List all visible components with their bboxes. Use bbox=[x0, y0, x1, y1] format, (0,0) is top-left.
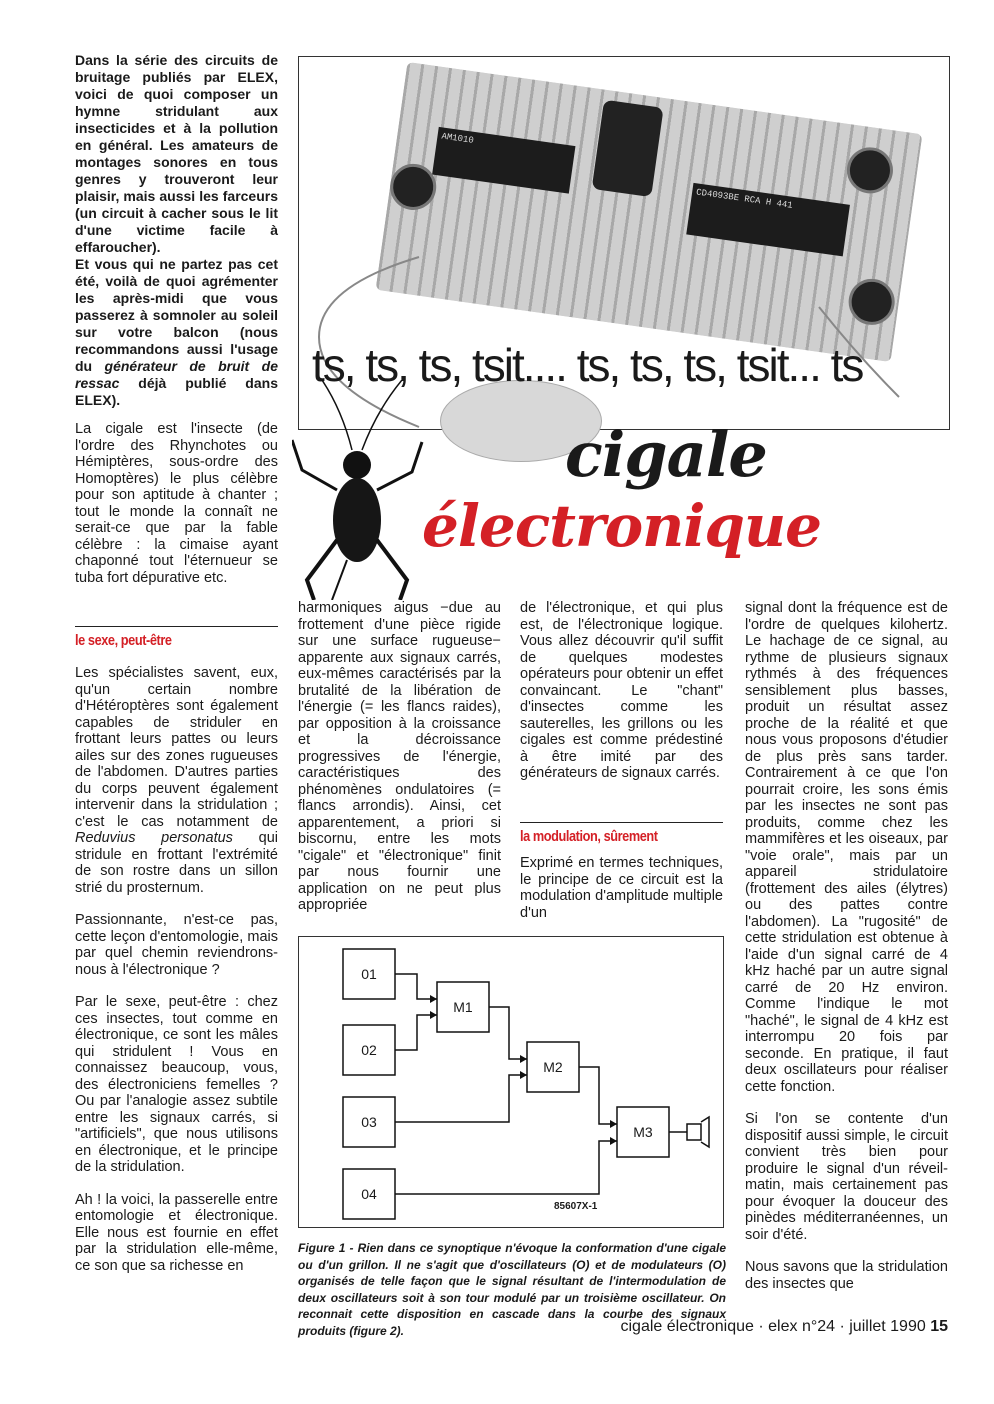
footer-text: cigale électronique · elex n°24 · juillet 1990 bbox=[620, 1318, 926, 1335]
column-1-body bbox=[75, 665, 278, 1290]
figure-1-caption: Figure 1 - Rien dans ce synoptique n'évoque la conformation d'une cigale ou d'un grillon. Il ne s'agit que d'oscillateurs (O) et de modulateurs (O) organisés de telle façon que le signal résultant de l'intermodulation de deux oscillateurs soit à son tour modulé par un troisième oscillateur. On reconnait cette disposition en cascade dans la courbe des signaux produits (figure 2). bbox=[298, 1241, 726, 1338]
column-2-paragraph-1: harmoniques aigus −due au frottement d'une pièce rigide sur une surface rugueuse− apparente aux signaux carrés, eux-mêmes caractérisés par la brutalité de la libération de l'énergie (= les flancs raides), par opposition à la croissance et la décroissance progressives de l'énergie, caractéristiques des phénomènes ondulatoires (= flancs arrondis). Ainsi, cet apparentement, a priori si biscornu, entre les mots "cigale" et "électronique" finit par nous fournir une application on ne peut plus appropriée bbox=[298, 600, 501, 913]
intro-paragraph-1: Dans la série des circuits de bruitage publiés par ELEX, voici de quoi composer un hymne stridulant aux insecticides et à la pollution en général. Les amateurs de montages sonores en tous genres y trouveront leur plaisir, mais aussi les farceurs (un circuit à cacher sous le lit d'une victime facile à effaroucher). bbox=[75, 52, 278, 255]
block-oscillator-01: 01 bbox=[361, 966, 377, 982]
column-4-paragraph-1: signal dont la fréquence est de l'ordre de quelques kilohertz. Le hachage de ce signal, au rythme de plusieurs signaux rythmés à des fréquences sensiblement plus basses, produit un résultat assez proche de la réalité et que nous vous proposons d'étudier de plus près sans tarder. Contrairement à ce que l'on pourrait croire, les sons émis par les insectes ne sont pas produits, comme chez les mammifères et les oiseaux, par "voie orale", mais par un appareil stridulatoire (frottement des ailes (élytres) ou des pattes contre l'abdomen). La "rugosité" de cette stridulation est obtenue à l'aide d'un signal carré de 4 kHz haché par un autre signal carré de 20 Hz environ. Comme l'indique le mot "haché", le signal de 4 kHz est interrompu 20 fois par seconde. En pratique, il faut deux oscillateurs pour réaliser cette fonction. bbox=[745, 600, 948, 1095]
section-rule bbox=[75, 626, 278, 627]
column-4-paragraph-3: Nous savons que la stridulation des insectes que bbox=[745, 1259, 948, 1292]
block-oscillator-02: 02 bbox=[361, 1042, 377, 1058]
section-rule bbox=[520, 822, 723, 823]
block-oscillator-04: 04 bbox=[361, 1186, 377, 1202]
sound-tagline: ts, ts, ts, tsit.... ts, ts, ts, tsit... ts bbox=[312, 339, 863, 391]
page-title-line-2: électronique bbox=[422, 492, 822, 560]
intro-text bbox=[75, 52, 278, 409]
cricket-illustration bbox=[292, 380, 442, 600]
page-number: 15 bbox=[930, 1318, 948, 1335]
column-4-body bbox=[745, 600, 948, 1308]
column-1-paragraph-5: Ah ! la voici, la passerelle entre entomologie et électronique. Elle nous est fournie en effet par la stridulation elle-même, ce son que sa richesse en bbox=[75, 1191, 278, 1274]
block-modulator-m2: M2 bbox=[543, 1059, 563, 1075]
column-1-paragraph-2: Les spécialistes savent, eux, qu'un certain nombre d'Hétéroptères sont également capables de striduler en frottant leurs pattes ou leurs ailes sur des zones rugueuses de l'abdomen. D'autres parties du corps peuvent également intervenir dans la stridulation ; c'est le cas notamment de Reduvius personatus qui stridule en frottant l'extrémité de son rostre dans un sillon strié du prosternum. bbox=[75, 665, 278, 896]
chip-1: AM1010 bbox=[432, 127, 575, 194]
page-title-line-1: cigale bbox=[565, 418, 767, 491]
column-3-paragraph-1: de l'électronique, et qui plus est, de l'électronique logique. Vous allez découvrir qu'il suffit de quelques modestes opérateurs pour obtenir un effet convaincant. Le "chant" d'insectes comme les sauterelles, les grillons ou les cigales est comme prédestiné à être imité par des générateurs de signaux carrés. bbox=[520, 600, 723, 781]
block-modulator-m1: M1 bbox=[453, 999, 473, 1015]
section-heading-modulation: la modulation, sûrement bbox=[520, 828, 658, 845]
column-1-paragraph-4: Par le sexe, peut-être : chez ces insectes, tout comme en électronique, ce sont les mâles qui stridulent ! Vous en connaissez beaucoup, vous, des électroniciens femelles ? Ou par l'analogie assez subtile entre les signaux carrés, si "artificiels", que nous utilisons en électronique, et le principe de la stridulation. bbox=[75, 994, 278, 1175]
block-oscillator-03: 03 bbox=[361, 1114, 377, 1130]
block-modulator-m3: M3 bbox=[633, 1124, 653, 1140]
figure-reference: 85607X-1 bbox=[554, 1201, 598, 1212]
intro-paragraph-2: Et vous qui ne partez pas cet été, voilà de quoi agrémenter les après-midi que vous passerez à somnoler au soleil sur votre balcon (nous recommandons aussi l'usage du générateur de bruit de ressac déjà publié dans ELEX). bbox=[75, 256, 278, 408]
column-1-paragraph-1: La cigale est l'insecte (de l'ordre des Rhynchotes ou Hémiptères, sous-ordre des Homoptères) le plus célèbre pour son aptitude à chanter ; tout le monde la connaît ne serait-ce que par la fable célèbre : la cimaise ayant chaponné tout l'éternueur se tuba fort dépurative etc. bbox=[75, 421, 278, 586]
page-footer bbox=[621, 1318, 949, 1336]
figure-1-block-diagram bbox=[298, 936, 724, 1228]
column-3-paragraph-2: Exprimé en termes techniques, le principe de ce circuit est la modulation d'amplitude multiple d'un bbox=[520, 855, 723, 921]
section-heading-sexe: le sexe, peut-être bbox=[75, 632, 172, 649]
chip-2: CD4093BE RCA H 441 bbox=[686, 183, 850, 256]
column-4-paragraph-2: Si l'on se contente d'un dispositif aussi simple, le circuit convient très bien pour produire le signal d'un réveil-matin, mais certainement pas pour évoquer la douceur des pinèdes méditerranéennes, un soir d'été. bbox=[745, 1111, 948, 1243]
column-1-paragraph-3: Passionnante, n'est-ce pas, cette leçon d'entomologie, mais par quel chemin reviendrons-nous à l'électronique ? bbox=[75, 912, 278, 978]
